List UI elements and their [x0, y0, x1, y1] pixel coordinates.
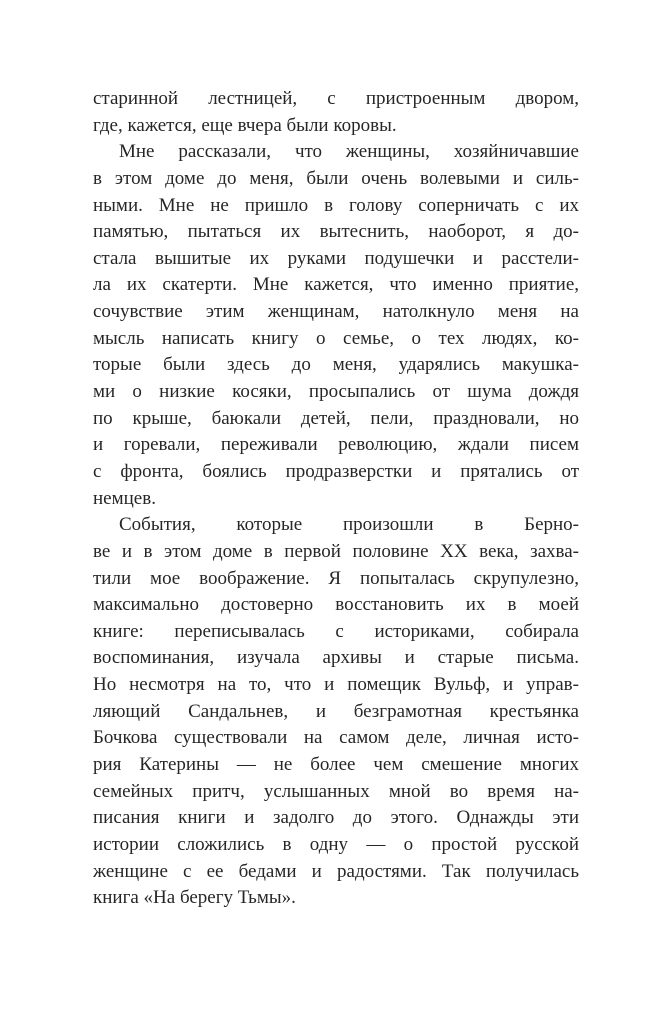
- text-line: стала вышитые их руками подушечки и расстели-: [93, 247, 579, 269]
- text-line: ными. Мне не пришло в голову соперничать с их: [93, 194, 579, 216]
- text-line: книге: переписывалась с историками, собирала: [93, 620, 579, 642]
- text-line: Мне рассказали, что женщины, хозяйничавшие: [119, 141, 579, 163]
- text-line: книга «На берегу Тьмы».: [93, 887, 296, 909]
- text-line: и горевали, переживали революцию, ждали писем: [93, 434, 579, 456]
- text-line: ла их скатерти. Мне кажется, что именно приятие,: [93, 274, 579, 296]
- text-line: максимально достоверно восстановить их в моей: [93, 594, 579, 616]
- text-line: писания книги и задолго до этого. Однажды эти: [93, 807, 579, 829]
- text-line: женщине с ее бедами и радостями. Так получилась: [93, 860, 579, 882]
- text-line: мысль написать книгу о семье, о тех людях, ко-: [93, 327, 579, 349]
- text-line: где, кажется, еще вчера были коровы.: [93, 114, 397, 136]
- text-line: с фронта, боялись продразверстки и прятались от: [93, 460, 579, 482]
- text-line: истории сложились в одну — о простой русской: [93, 833, 579, 855]
- text-line: тили мое воображение. Я попыталась скрупулезно,: [93, 567, 579, 589]
- page-text-block: [93, 86, 579, 912]
- text-line: немцев.: [93, 487, 156, 509]
- text-line: ми о низкие косяки, просыпались от шума дождя: [93, 381, 579, 403]
- text-line: Бочкова существовали на самом деле, личная исто-: [93, 727, 579, 749]
- text-line: воспоминания, изучала архивы и старые письма.: [93, 647, 579, 669]
- text-line: ляющий Сандальнев, и безграмотная крестьянка: [93, 700, 579, 722]
- text-line: старинной лестницей, с пристроенным двором,: [93, 88, 579, 109]
- text-line: ве и в этом доме в первой половине XX века, захва-: [93, 540, 579, 562]
- text-line: памятью, пытаться их вытеснить, наоборот, я до-: [93, 221, 579, 243]
- text-line: семейных притч, услышанных мной во время на-: [93, 780, 579, 802]
- text-line: в этом доме до меня, были очень волевыми и силь-: [93, 167, 579, 189]
- text-line: торые были здесь до меня, ударялись макушка-: [93, 354, 579, 376]
- text-line: сочувствие этим женщинам, натолкнуло меня на: [93, 301, 579, 323]
- text-line: по крыше, баюкали детей, пели, праздновали, но: [93, 407, 579, 429]
- text-line: Но несмотря на то, что и помещик Вульф, и управ-: [93, 674, 579, 696]
- text-line: События, которые произошли в Берно-: [119, 514, 579, 536]
- text-line: рия Катерины — не более чем смешение многих: [93, 754, 579, 776]
